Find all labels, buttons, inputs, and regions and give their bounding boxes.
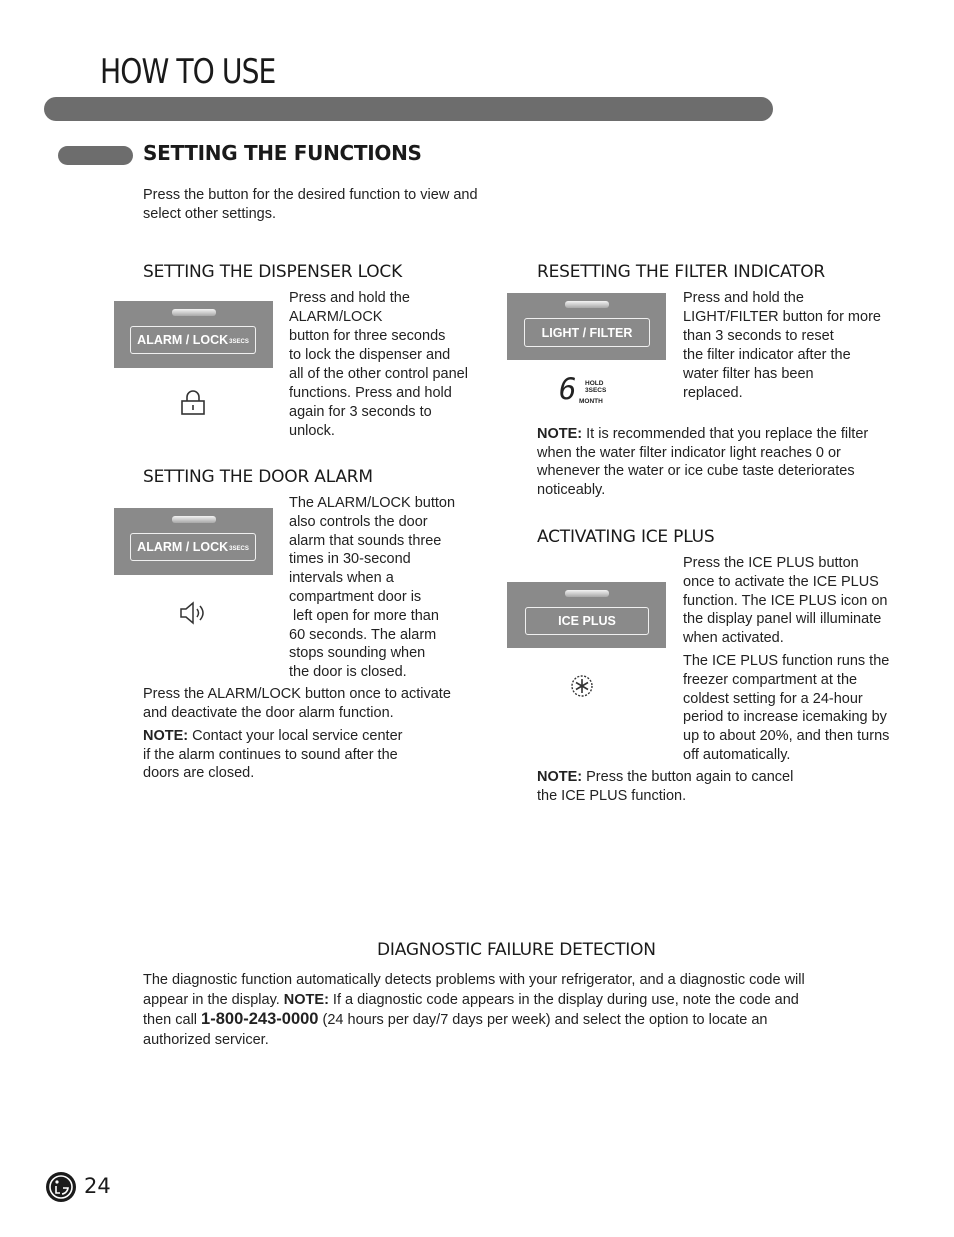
filter-heading: RESETTING THE FILTER INDICATOR (537, 262, 826, 282)
text-line: when activated. (683, 630, 784, 647)
text-line: off automatically. (683, 746, 791, 763)
text-line: LIGHT/FILTER button for more (683, 309, 881, 325)
text-line: button for three seconds (289, 328, 446, 344)
text-line: stops sounding when (289, 645, 426, 662)
alarm-lock-panel (114, 508, 273, 575)
text-line: up to about 20%, and then turns (683, 728, 890, 745)
text-line: freezer compartment at the (683, 671, 858, 688)
text-line: function. The ICE PLUS icon on (683, 592, 888, 609)
intro-line: Press the button for the desired function to view and (143, 187, 478, 203)
note-label: NOTE: (143, 728, 189, 744)
text-line: intervals when a (289, 570, 394, 587)
indicator-led (565, 590, 609, 597)
text-line: period to increase icemaking by (683, 709, 887, 726)
button-sublabel: 3SECS (229, 339, 249, 345)
note-line (143, 727, 402, 746)
text-line: all of the other control panel (289, 366, 468, 382)
text-part: If a diagnostic code appears in the display during use, note the code and (328, 991, 799, 1008)
text-line: once to activate the ICE PLUS (683, 573, 879, 590)
filter-digit: 6 (559, 372, 577, 406)
indicator-led (172, 309, 216, 316)
text-line (143, 1010, 873, 1031)
ice-plus-heading: ACTIVATING ICE PLUS (537, 527, 715, 547)
dispenser-lock-heading: SETTING THE DISPENSER LOCK (143, 262, 403, 282)
note-text: Contact your local service center (188, 728, 403, 744)
filter-note (537, 425, 868, 499)
note-label: NOTE: (537, 426, 583, 442)
text-line: alarm that sounds three (289, 532, 442, 549)
text-line: the display panel will illuminate (683, 611, 882, 628)
section-intro (143, 186, 478, 224)
button-label: LIGHT / FILTER (541, 325, 633, 340)
note-text: Press the button again to cancel (582, 769, 794, 785)
diagnostic-text (143, 971, 873, 1050)
alarm-lock-panel (114, 301, 273, 368)
text-line: 60 seconds. The alarm (289, 626, 437, 643)
note-label: NOTE: (283, 991, 329, 1008)
door-alarm-note (143, 727, 402, 783)
month-text: MONTH (579, 398, 603, 405)
speaker-icon (178, 600, 208, 631)
light-filter-panel (507, 293, 666, 360)
note-line (537, 425, 868, 444)
ice-plus-note (537, 768, 793, 806)
text-line: to lock the dispenser and (289, 347, 451, 363)
ice-plus-button[interactable] (525, 607, 649, 635)
page-title: HOW TO USE (100, 52, 276, 92)
button-label: ALARM / LOCK (137, 333, 229, 347)
page-number: 24 (84, 1174, 111, 1198)
note-line: if the alarm continues to sound after the (143, 746, 398, 763)
button-sublabel: 3SECS (229, 546, 249, 552)
note-line: the ICE PLUS function. (537, 788, 687, 804)
text-part: then call (143, 1012, 202, 1028)
light-filter-button[interactable] (524, 318, 650, 347)
text-line: and deactivate the door alarm function. (143, 704, 394, 721)
dispenser-lock-text (289, 289, 468, 441)
hold-text: HOLD (585, 380, 604, 387)
door-alarm-extra (143, 685, 451, 722)
button-label: ALARM / LOCK (137, 540, 229, 554)
lg-logo (46, 1172, 76, 1202)
note-text: It is recommended that you replace the filter (582, 426, 869, 442)
diagnostic-heading: DIAGNOSTIC FAILURE DETECTION (377, 940, 656, 960)
text-line: authorized servicer. (143, 1031, 269, 1048)
text-line: the door is closed. (289, 664, 407, 681)
text-line: Press the ALARM/LOCK button once to activate (143, 686, 451, 702)
text-line: times in 30-second (289, 551, 411, 568)
section-title: SETTING THE FUNCTIONS (143, 141, 422, 165)
ice-plus-text-a (683, 554, 887, 648)
section-marker (58, 146, 133, 165)
note-line: noticeably. (537, 481, 606, 498)
note-line: when the water filter indicator light reaches 0 or (537, 444, 841, 461)
filter-text (683, 289, 881, 403)
text-line: unlock. (289, 423, 335, 439)
alarm-lock-button[interactable] (130, 533, 256, 561)
text-line: left open for more than (289, 607, 439, 624)
indicator-led (172, 516, 216, 523)
text-line: coldest setting for a 24-hour (683, 690, 863, 707)
text-line: the filter indicator after the (683, 347, 851, 363)
text-line: The diagnostic function automatically detects problems with your refrigerator, and a diagnostic code will (143, 972, 805, 988)
text-line: also controls the door (289, 513, 428, 530)
secs-text: 3SECS (585, 387, 607, 394)
alarm-lock-button[interactable] (130, 326, 256, 354)
button-label: ICE PLUS (558, 614, 616, 628)
indicator-led (565, 301, 609, 308)
text-line: ALARM/LOCK (289, 309, 383, 325)
text-line: functions. Press and hold (289, 385, 452, 401)
text-line: The ICE PLUS function runs the (683, 653, 890, 669)
text-part: (24 hours per day/7 days per week) and select the option to locate an (318, 1012, 768, 1028)
text-line (143, 991, 873, 1011)
filter-indicator-icon (559, 372, 609, 408)
filter-hold-label (585, 380, 606, 394)
door-alarm-text (289, 494, 455, 682)
text-part: appear in the display. (143, 991, 284, 1008)
ice-plus-icon (569, 673, 595, 704)
lock-icon (180, 389, 206, 422)
text-line: water filter has been (683, 366, 814, 382)
title-divider-bar (44, 97, 773, 121)
text-line: replaced. (683, 385, 743, 401)
ice-plus-panel (507, 582, 666, 648)
text-line: than 3 seconds to reset (683, 328, 834, 344)
text-line: Press and hold the (289, 290, 410, 306)
text-line: Press the ICE PLUS button (683, 555, 859, 571)
intro-line: select other settings. (143, 206, 276, 222)
note-label: NOTE: (537, 769, 583, 785)
door-alarm-heading: SETTING THE DOOR ALARM (143, 467, 373, 487)
note-line: whenever the water or ice cube taste deteriorates (537, 463, 855, 479)
phone-number: 1-800-243-0000 (201, 1010, 319, 1028)
text-line: The ALARM/LOCK button (289, 495, 456, 511)
text-line: again for 3 seconds to (289, 404, 432, 420)
note-line (537, 768, 793, 787)
note-line: doors are closed. (143, 765, 255, 781)
text-line: compartment door is (289, 588, 422, 605)
text-line: Press and hold the (683, 290, 804, 306)
ice-plus-text-b (683, 652, 889, 765)
